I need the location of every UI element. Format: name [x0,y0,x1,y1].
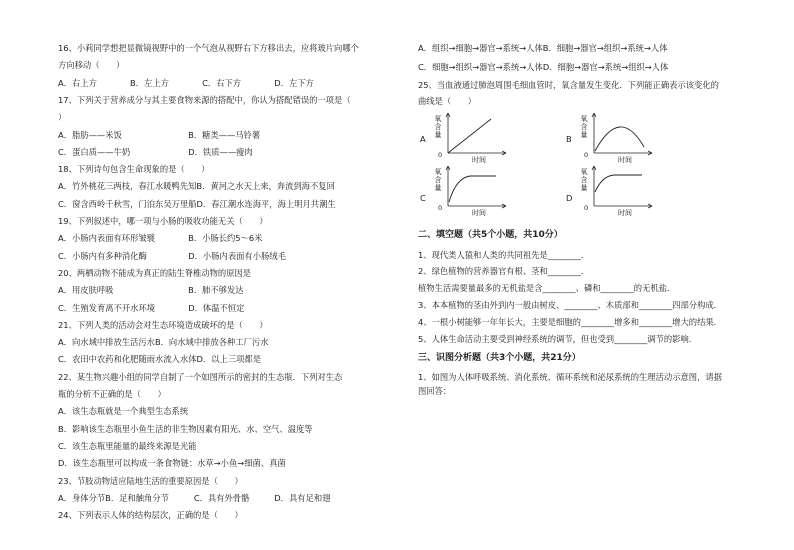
left-text-line: A．向水域中排放生活污水B．向水域中排放各种工厂污水 [58,337,269,348]
graph-d-label: D [566,193,573,203]
graph-c-axes [436,166,506,210]
left-text-line: A．用皮肤呼吸 B．肺不够发达 [58,285,244,296]
graph-a-label: A [420,134,426,144]
left-text-line: C．窗含西岭千秋雪，门泊东吴万里船D．春江潮水连海平，海上明月共潮生 [58,198,336,209]
left-text-line: 16、小莉同学想把显微镜视野中的一个气泡从视野右下方移出去，应将玻片向哪个 [58,43,359,53]
right-text-line: A．组织→细胞→器官→系统→人体B．细胞→器官→组织→系统→人体 [418,43,668,53]
right-text-line: 曲线是（ ） [418,96,477,106]
right-text-line: 1、如图为人体呼吸系统、消化系统、循环系统和泌尿系统的生理活动示意图，请据 [418,372,722,382]
left-text-line: C．生殖发育离不开水环境 D．体温不恒定 [58,302,245,313]
graph-a-curve [448,119,491,153]
graph-b-label: B [566,134,572,144]
left-text-line: A．脂肪——米饭 B．糖类——马铃薯 [58,129,261,140]
graph-a-ylabel: 氧 含 量 [434,115,442,139]
left-text-line: A．小肠内表面有环形皱襞 B．小肠长约5～6米 [58,233,263,244]
right-text-line: 图回答： [418,386,452,396]
left-text-line: A．该生态瓶就是一个典型生态系统 [58,406,189,417]
left-text-line: ） [58,112,67,123]
graph-d-curve [595,175,642,192]
left-text-line: 17、下列关于营养成分与其主要食物来源的搭配中，你认为搭配错误的一项是（ [58,94,351,105]
graph-d-axes [582,166,652,210]
graph-a-axes [436,113,506,157]
section-heading: 三、识图分析题（共3个小题，共21分） [418,353,581,363]
left-text-line: C．该生态瓶里能量的最终来源是光能 [58,440,197,451]
left-text-line: A．右上方 B．左上方 C．右下方 D．左下方 [58,77,314,88]
right-text-line: 3、本本植物的茎由外到内一般由树皮、________、木质部和________四部分构成． [418,300,722,310]
graph-a: 氧 含 量 0 时间 [436,113,506,165]
graph-b-curve [595,127,644,151]
graph-b: 氧 含 量 0 时间 [582,113,652,165]
graph-b-axes [582,113,652,157]
right-text-line: 5、人体生命活动主要受到神经系统的调节，但也受到________调节的影响． [418,334,698,344]
left-text-line: A．竹外桃花三两枝，春江水暖鸭先知B．黄河之水天上来，奔流到海不复回 [58,181,335,192]
right-text-line: 2、绿色植物的营养器官有根、茎和________． [418,266,590,276]
left-text-line: C．农田中农药和化肥随雨水流入水体D．以上三项都是 [58,354,262,365]
left-text-line: 瓶的分析不正确的是（ ） [58,389,166,399]
right-text-line: C．细胞→组织→器官→系统→人体D．细胞→器官→系统→组织→人体 [418,62,669,72]
left-text-line: C．小肠内有多种消化酶 D．小肠内表面有小肠绒毛 [58,250,286,261]
right-text-line: 植物生活需要量最多的无机盐是含________、磷和________的无机盐． [418,283,676,293]
left-text-line: C．蛋白质——牛奶 D．铁质——瘦肉 [58,146,253,157]
left-text-line: 21、下列人类的活动会对生态环境造成破坏的是（ ） [58,319,268,330]
left-text-line: 23、节肢动物适应陆地生活的重要原因是（ ） [58,475,243,486]
right-text-line: 4、一根小树能够一年年长大，主要是细胞的________增多和________增大的结果． [418,317,722,327]
graph-c-label: C [420,193,426,203]
graph-c-curve [449,176,496,202]
left-text-line: D．该生态瓶里可以构成一条食物链：水草→小鱼→细菌、真菌 [58,458,286,469]
graph-d: 氧 含 量 0 时间 [582,166,652,218]
left-text-line: 19、下列叙述中，哪一项与小肠的吸收功能无关（ ） [58,216,268,226]
left-text-line: B．影响该生态瓶里小鱼生活的非生物因素有阳光、水、空气、温度等 [58,423,313,434]
section-heading: 二、填空题（共5个小题，共10分） [418,230,563,240]
left-text-line: 18、下列诗句包含生命现象的是（ ） [58,164,210,175]
left-text-line: A．身体分节B．足和触角分节 C．具有外骨骼 D．具有足和翅 [58,492,331,503]
graph-c: 氧 含 量 0 时间 [436,166,506,218]
right-text-line: 1、现代类人猿和人类的共同祖先是________． [418,250,590,260]
left-text-line: 24、下列表示人体的结构层次，正确的是（ ） [58,510,243,521]
left-text-line: 方向移动（ ） [58,60,125,71]
right-text-line: 25、当血液通过肺泡周围毛细血管时，氧含量发生变化．下列能正确表示该变化的 [418,80,719,90]
left-text-line: 20、两栖动物不能成为真正的陆生脊椎动物的原因是 [58,267,252,278]
left-text-line: 22、某生物兴趣小组的同学自制了一个如图所示的密封的生态瓶．下列对生态 [58,371,343,382]
